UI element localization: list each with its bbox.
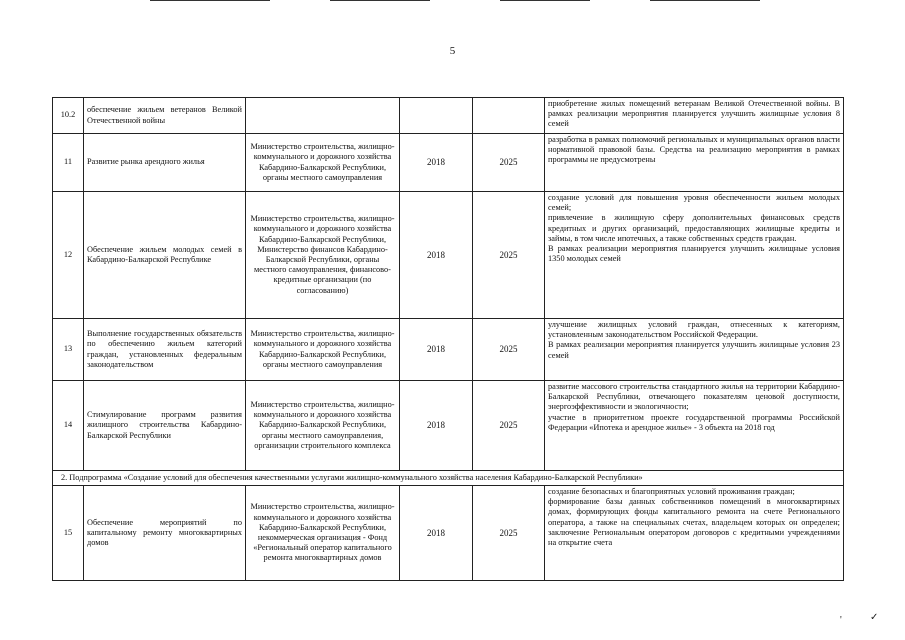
- table-row: [53, 486, 844, 581]
- measure-name: Обеспечение мероприятий по капитальному ремонту многоквартирных домов: [84, 486, 246, 581]
- table-row: [53, 381, 844, 471]
- result-line: улучшение жилищных условий граждан, отнесенных к категориям, установленным законодательством Российской Федерации.: [548, 320, 840, 340]
- row-number: 13: [53, 319, 84, 381]
- scan-top-line: [330, 0, 430, 1]
- end-year: 2025: [473, 192, 545, 319]
- result-line: В рамках реализации мероприятия планируется улучшить жилищные условия 1350 молодых семей: [548, 244, 840, 264]
- end-year: [473, 98, 545, 134]
- result-line: привлечение в жилищную сферу дополнительных финансовых средств кредитных и других организаций, предоставляющих жилищные кредиты и займы, в том числе ипотечных, а также собственных средств граждан.: [548, 213, 840, 243]
- measure-name: Стимулирование программ развития жилищного строительства Кабардино-Балкарской Республики: [84, 381, 246, 471]
- start-year: 2018: [400, 192, 473, 319]
- result-line: создание безопасных и благоприятных условий проживания граждан;: [548, 487, 795, 496]
- result-line: разработка в рамках полномочий региональных и муниципальных органов власти нормативной правовой базы. Средства на реализацию мероприятия в рамках программы не предусмотрены: [548, 135, 840, 165]
- end-year: 2025: [473, 486, 545, 581]
- executor: Министерство строительства, жилищно-коммунального и дорожного хозяйства Кабардино-Балкарской Республики, органы местного самоуправления: [246, 134, 400, 192]
- result-line: создание условий для повышения уровня обеспеченности жильем молодых семей;: [548, 193, 840, 213]
- end-year: 2025: [473, 134, 545, 192]
- executor: Министерство строительства, жилищно-коммунального и дорожного хозяйства Кабардино-Балкарской Республики, Министерство финансов Кабардино-Балкарской Республики, органы местного самоуправления, финансово-кредитные организации (по согласованию): [246, 192, 400, 319]
- expected-result: [545, 134, 844, 192]
- expected-result: [545, 486, 844, 581]
- scan-speck: ': [840, 615, 842, 626]
- start-year: [400, 98, 473, 134]
- row-number: 10.2: [53, 98, 84, 134]
- end-year: 2025: [473, 319, 545, 381]
- start-year: 2018: [400, 134, 473, 192]
- result-line: приобретение жилых помещений ветеранам Великой Отечественной войны. В рамках реализации мероприятия планируется улучшить жилищные условия 8 семей: [548, 99, 840, 129]
- measure-name: обеспечение жильем ветеранов Великой Отечественной войны: [84, 98, 246, 134]
- row-number: 12: [53, 192, 84, 319]
- executor: Министерство строительства, жилищно-коммунального и дорожного хозяйства Кабардино-Балкарской Республики, органы местного самоуправления, организации строительного комплекса: [246, 381, 400, 471]
- executor: Министерство строительства, жилищно-коммунального и дорожного хозяйства Кабардино-Балкарской Республики, некоммерческая организация - Фонд «Региональный оператор капитального ремонта многоквартирных домов: [246, 486, 400, 581]
- table-row: [53, 192, 844, 319]
- result-line: развитие массового строительства стандартного жилья на территории Кабардино-Балкарской Республики, отвечающего показателям ценовой доступности, энергоэффективности и экологичности;: [548, 382, 840, 412]
- scan-top-line: [650, 0, 760, 1]
- table-row: [53, 319, 844, 381]
- subprogram-row: [53, 471, 844, 486]
- table-row: [53, 98, 844, 134]
- end-year: 2025: [473, 381, 545, 471]
- row-number: 11: [53, 134, 84, 192]
- scan-speck: ✓: [870, 612, 879, 623]
- row-number: 14: [53, 381, 84, 471]
- scan-top-line: [500, 0, 590, 1]
- expected-result: [545, 192, 844, 319]
- expected-result: [545, 319, 844, 381]
- expected-result: [545, 98, 844, 134]
- expected-result: [545, 381, 844, 471]
- executor: Министерство строительства, жилищно-коммунального и дорожного хозяйства Кабардино-Балкарской Республики, органы местного самоуправления: [246, 319, 400, 381]
- result-line: участие в приоритетном проекте государственной программы Российской Федерации «Ипотека и арендное жилье» - 3 объекта на 2018 год: [548, 412, 840, 432]
- measure-name: Развитие рынка арендного жилья: [84, 134, 246, 192]
- start-year: 2018: [400, 319, 473, 381]
- result-line: В рамках реализации мероприятия планируется улучшить жилищные условия 23 семей: [548, 340, 840, 360]
- executor: [246, 98, 400, 134]
- start-year: 2018: [400, 486, 473, 581]
- table-row: [53, 134, 844, 192]
- start-year: 2018: [400, 381, 473, 471]
- row-number: 15: [53, 486, 84, 581]
- page-number: 5: [449, 45, 456, 57]
- subprogram-heading: 2. Подпрограмма «Создание условий для обеспечения качественными услугами жилищно-коммунального хозяйства населения Кабардино-Балкарской Республики»: [53, 471, 844, 486]
- scan-top-line: [150, 0, 270, 1]
- program-measures-table: [52, 97, 844, 581]
- measure-name: Выполнение государственных обязательств по обеспечению жильем категорий граждан, установленных федеральным законодательством: [84, 319, 246, 381]
- measure-name: Обеспечение жильем молодых семей в Кабардино-Балкарской Республике: [84, 192, 246, 319]
- result-line: формирование базы данных собственников помещений в многоквартирных домах, формирующих фонды капитального ремонта на счете Регионального оператора, а также на специальных счетах, владельцем которых он определен; заключение Региональным оператором договоров с кредитными учреждениями на открытие счета: [548, 497, 840, 548]
